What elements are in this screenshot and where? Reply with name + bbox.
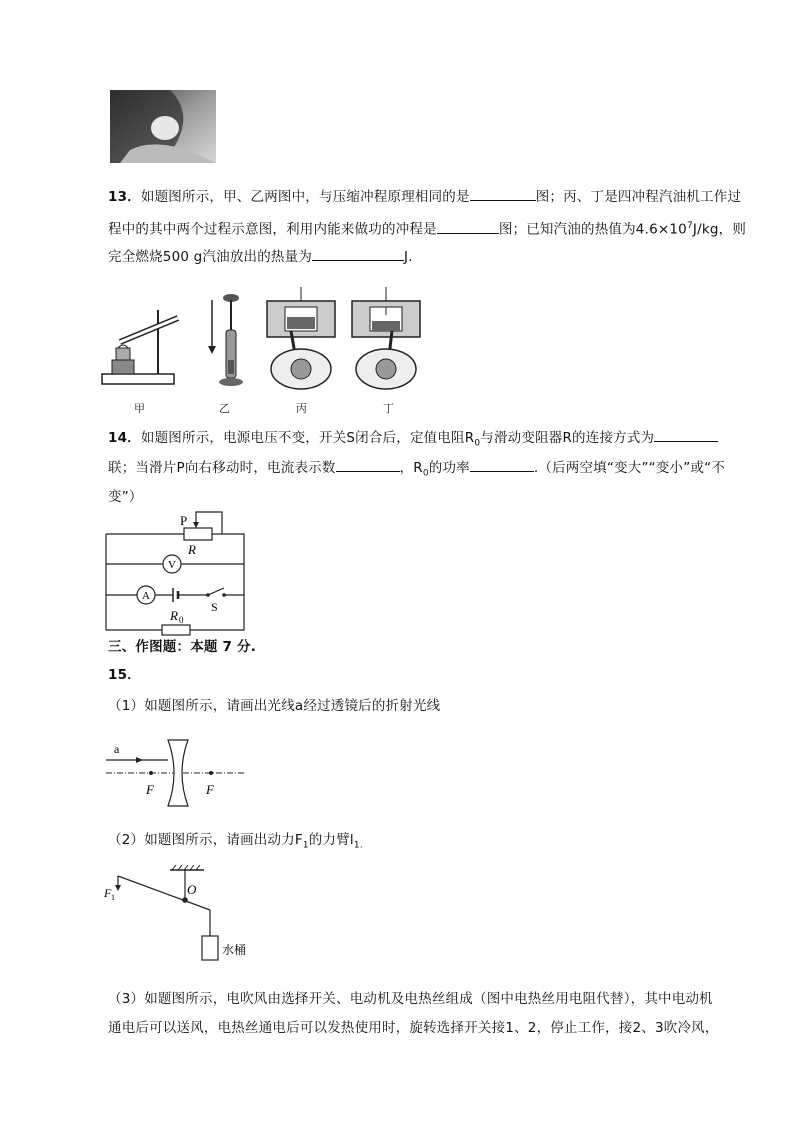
q15-number: 15．: [108, 667, 141, 683]
q15-part2: （2）如题图所示，请画出动力$F_1$的力臂$l_{1.}$: [108, 832, 363, 851]
ray-label-a: a: [114, 742, 120, 756]
top-photo: [110, 90, 216, 163]
ammeter-label: A: [142, 590, 150, 602]
answer-blank[interactable]: [312, 246, 404, 261]
lever-diagram: [100, 864, 260, 966]
q15-part1: （1）如题图所示，请画出光线a经过透镜后的折射光线: [108, 698, 441, 714]
caption-bing: 丙: [296, 402, 307, 415]
q13-line1: 13．如题图所示，甲、乙两图中，与压缩冲程原理相同的是 图；丙、丁是四冲程汽油机工作过: [108, 186, 741, 207]
q15-part3-line1: （3）如题图所示，电吹风由选择开关、电动机及电热丝组成（图中电热丝用电阻代替），其中电动机: [108, 991, 713, 1007]
caption-ding: 丁: [383, 402, 394, 415]
q14-line2: 联；当滑片P向右移动时，电流表示数 ，$R_0$的功率 .（后两空填“变大”“变小”或“不: [108, 457, 725, 484]
circuit-label-r: R: [188, 542, 196, 557]
focus-label-left: F: [146, 782, 154, 797]
voltmeter-label: V: [168, 559, 176, 571]
answer-blank[interactable]: [654, 427, 718, 442]
section-title: 三、作图题：本题 7 分.: [108, 639, 257, 655]
bucket-label: 水桶: [222, 943, 247, 957]
circuit-diagram: [100, 508, 250, 640]
figure-bing: [265, 287, 337, 391]
answer-blank[interactable]: [437, 219, 499, 234]
pivot-label-o: O: [187, 882, 197, 897]
q14-line3: 变”）: [108, 489, 143, 505]
switch-label: S: [211, 600, 218, 614]
force-label-f1-sub: 1: [111, 893, 115, 902]
lens-diagram: [106, 738, 251, 810]
answer-blank[interactable]: [470, 457, 534, 472]
q13-line3: 完全燃烧500 g汽油放出的热量为 J.: [108, 246, 413, 267]
q15-part3-line2: 通电后可以送风，电热丝通电后可以发热使用时，旋转选择开关接1、2，停止工作，接2、3吹冷风，: [108, 1020, 719, 1036]
q14-line1: 14．如题图所示，电源电压不变，开关S闭合后，定值电阻$R_0$与滑动变阻器R的连接方式为: [108, 427, 718, 454]
figure-ding: [350, 287, 422, 391]
answer-blank[interactable]: [470, 186, 536, 201]
q13-line2: 程中的其中两个过程示意图，利用内能来做功的冲程是 图；已知汽油的热值为$4.6\times 10^7J/kg$，则: [108, 216, 746, 240]
circuit-label-r0: R: [170, 608, 178, 623]
figure-jia: [100, 292, 180, 392]
caption-yi: 乙: [219, 402, 230, 415]
caption-jia: 甲: [134, 402, 145, 415]
focus-label-right: F: [206, 782, 214, 797]
figure-yi: [206, 290, 244, 390]
answer-blank[interactable]: [336, 457, 400, 472]
circuit-label-r0-sub: 0: [179, 615, 184, 625]
force-label-f1: F: [104, 886, 112, 900]
circuit-label-p: P: [180, 513, 188, 528]
